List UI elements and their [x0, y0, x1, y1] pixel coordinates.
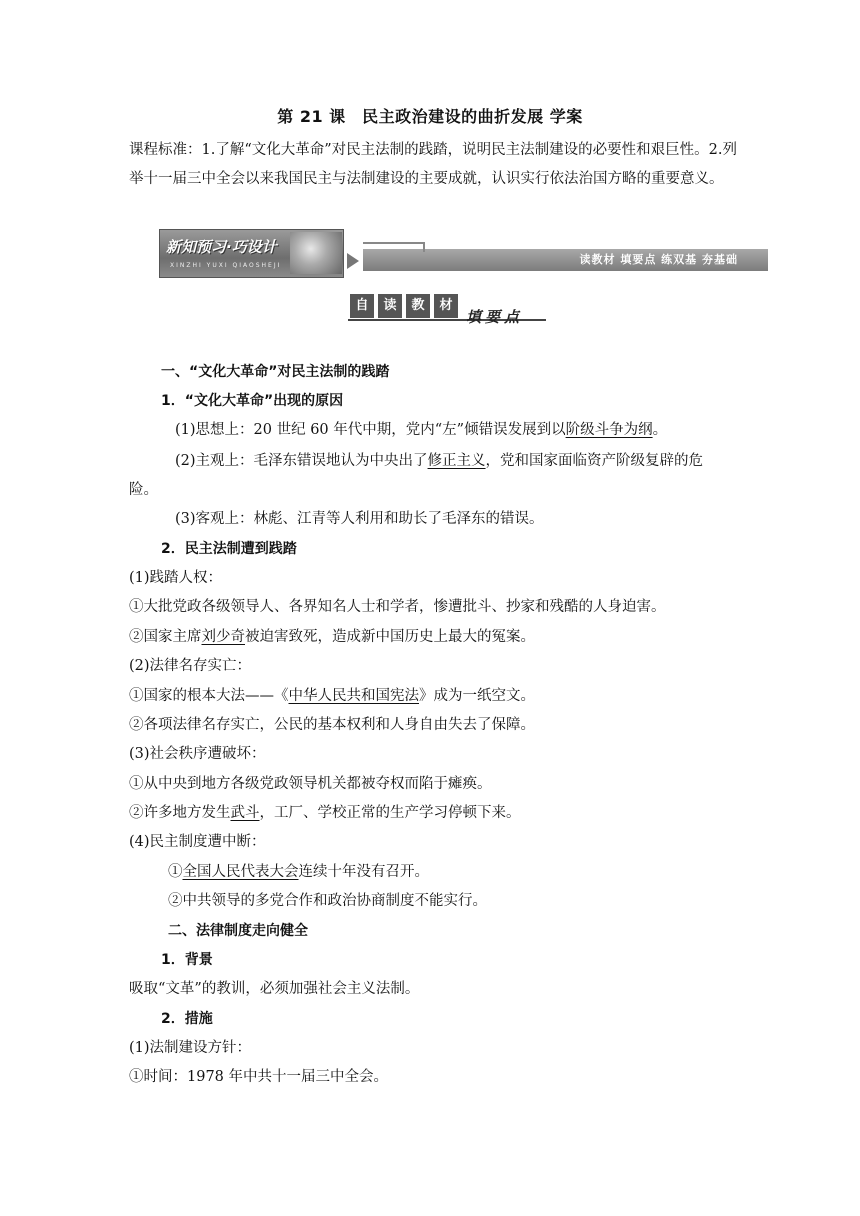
reason-subjective [175, 449, 703, 473]
badge-char: 读 [378, 294, 402, 318]
point: 吸取“文革”的教训，必须加强社会主义法制。 [129, 981, 420, 997]
text: 被迫害致死，造成新中国历史上最大的冤案。 [245, 629, 535, 645]
point [168, 860, 429, 884]
key-term: 中华人民共和国宪法 [288, 688, 419, 704]
point: (1)法制建设方针： [129, 1040, 252, 1056]
badge-tail: 填要点 [466, 308, 524, 326]
point: (3)社会秩序遭破坏： [129, 746, 266, 762]
text: (2)主观上：毛泽东错误地认为中央出了 [175, 453, 428, 469]
point [129, 625, 535, 649]
text: 。 [652, 422, 668, 438]
reason-subjective-cont: 险。 [129, 482, 158, 498]
subsection-heading: 1．“文化大革命”出现的原因 [161, 393, 344, 409]
badge-char: 教 [406, 294, 430, 318]
text: 连续十年没有召开。 [298, 864, 429, 880]
banner-title-block [159, 229, 344, 278]
point: ①从中央到地方各级党政领导机关都被夺权而陷于瘫痪。 [129, 776, 492, 792]
reason-thought [175, 418, 667, 442]
key-term: 阶级斗争为纲 [565, 422, 653, 438]
banner-photo [290, 232, 342, 274]
reading-badge [348, 294, 548, 324]
banner-right-text: 读教材 填要点 练双基 夯基础 [579, 253, 738, 266]
key-term: 武斗 [230, 805, 260, 821]
point: ①大批党政各级领导人、各界知名人士和学者，惨遭批斗、抄家和残酷的人身迫害。 [129, 599, 666, 615]
key-term: 修正主义 [427, 453, 486, 469]
point: (2)法律名存实亡： [129, 658, 252, 674]
text: ②许多地方发生 [129, 805, 231, 821]
course-standard: 课程标准：1.了解“文化大革命”对民主法制的践踏，说明民主法制建设的必要性和艰巨性。2.列举十一届三中全会以来我国民主与法制建设的主要成就，认识实行依法治国方略的重要意义。 [129, 142, 737, 187]
point [129, 801, 521, 825]
text: ，工厂、学校正常的生产学习停顿下来。 [259, 805, 521, 821]
section-banner [159, 229, 768, 276]
text: ，党和国家面临资产阶级复辟的危 [485, 453, 704, 469]
banner-subtitle: XINZHI YUXI QIAOSHEJI [170, 262, 282, 269]
badge-char: 材 [434, 294, 458, 318]
banner-step-line [363, 242, 425, 252]
point: (1)践踏人权： [129, 570, 223, 586]
section-heading: 一、“文化大革命”对民主法制的践踏 [161, 364, 390, 380]
reason-objective: (3)客观上：林彪、江青等人利用和助长了毛泽东的错误。 [175, 511, 544, 527]
point: (4)民主制度遭中断： [129, 834, 266, 850]
point: ②各项法律名存实亡，公民的基本权利和人身自由失去了保障。 [129, 717, 535, 733]
text: ①国家的根本大法——《 [129, 688, 289, 704]
banner-title: 新知预习·巧设计 [166, 238, 277, 256]
point: ②中共领导的多党合作和政治协商制度不能实行。 [168, 893, 487, 909]
key-term: 全国人民代表大会 [182, 864, 299, 880]
page-title: 第 21 课 民主政治建设的曲折发展 学案 [277, 107, 583, 126]
subsection-heading: 1．背景 [161, 952, 213, 968]
text: ① [168, 864, 183, 880]
section-heading: 二、法律制度走向健全 [168, 923, 308, 939]
play-arrow-icon [347, 253, 359, 269]
point: ①时间：1978 年中共十一届三中全会。 [129, 1069, 389, 1085]
text: ②国家主席 [129, 629, 202, 645]
key-term: 刘少奇 [201, 629, 245, 645]
subsection-heading: 2．民主法制遭到践踏 [161, 541, 297, 557]
text: (1)思想上：20 世纪 60 年代中期，党内“左”倾错误发展到以 [175, 422, 566, 438]
text: 》成为一纸空文。 [419, 688, 535, 704]
subsection-heading: 2．措施 [161, 1011, 213, 1027]
point [129, 684, 535, 708]
badge-char: 自 [350, 294, 374, 318]
